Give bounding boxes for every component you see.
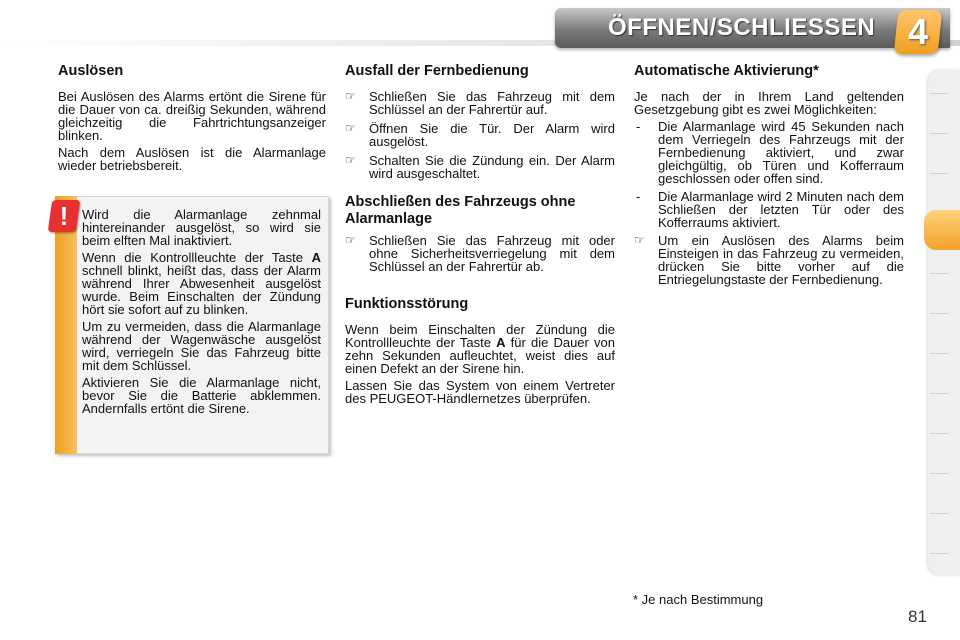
bullet-item: ☞ Öffnen Sie die Tür. Der Alarm wird ausgelöst. xyxy=(345,121,615,149)
column-2-bullets-1 xyxy=(345,90,615,186)
column-3-text xyxy=(634,90,904,292)
bullet-item: ☞ Um ein Auslösen des Alarms beim Einsteigen in das Fahrzeug zu vermeiden, drücken Sie bitte vorher auf die Entriegelungstaste der Fernbedienung. xyxy=(634,233,904,287)
chapter-number: 4 xyxy=(907,11,929,52)
section-heading-fernbedienung: Ausfall der Fernbedienung xyxy=(345,63,529,79)
column-2-bullets-2 xyxy=(345,234,615,279)
key-label: A xyxy=(496,335,506,350)
warning-text xyxy=(82,208,321,419)
footnote: * Je nach Bestimmung xyxy=(633,592,764,607)
warning-paragraph: Aktivieren Sie die Alarmanlage nicht, bevor Sie die Batterie abklemmen. Andernfalls ertönt die Sirene. xyxy=(82,375,321,416)
bullet-item: ☞ Schließen Sie das Fahrzeug mit dem Schlüssel an der Fahrertür auf. xyxy=(345,89,615,117)
key-label: A xyxy=(311,250,321,265)
pointing-hand-icon: ☞ xyxy=(345,233,356,247)
rail-tick xyxy=(930,313,948,314)
column-1-text xyxy=(58,90,326,176)
rail-tick xyxy=(930,473,948,474)
warning-accent-bar xyxy=(55,196,77,454)
section-heading-ausloesen: Auslösen xyxy=(58,63,124,79)
rail-tick xyxy=(930,173,948,174)
rail-tick xyxy=(930,353,948,354)
warning-paragraph: Wenn die Kontrollleuchte der Taste A schnell blinkt, heißt das, dass der Alarm während Ihrer Abwesenheit ausgelöst wurde. Beim Einschalten der Zündung hört sie sofort auf zu blinken. xyxy=(82,250,321,317)
paragraph: Wenn beim Einschalten der Zündung die Kontrollleuchte der Taste A für die Dauer von zehn Sekunden aufleuchtet, weist dies auf einen Defekt an der Sirene hin. xyxy=(345,322,615,376)
column-2-text xyxy=(345,323,615,409)
paragraph: Je nach der in Ihrem Land geltenden Gesetzgebung gibt es zwei Möglichkeiten: xyxy=(634,89,904,117)
bullet-item: ☞ Schalten Sie die Zündung ein. Der Alarm wird ausgeschaltet. xyxy=(345,153,615,181)
paragraph: Lassen Sie das System von einem Vertreter des PEUGEOT-Händlernetzes überprüfen. xyxy=(345,378,615,406)
paragraph: Bei Auslösen des Alarms ertönt die Sirene für die Dauer von ca. dreißig Sekunden, während gleichzeitig die Fahrtrichtungsanzeiger blinken. xyxy=(58,89,326,143)
pointing-hand-icon: ☞ xyxy=(345,89,356,103)
section-heading-automatische-aktivierung: Automatische Aktivierung* xyxy=(634,63,819,79)
pointing-hand-icon: ☞ xyxy=(345,153,356,167)
pointing-hand-icon: ☞ xyxy=(345,121,356,135)
rail-tick xyxy=(930,93,948,94)
rail-tick xyxy=(930,553,948,554)
dash-item: - Die Alarmanlage wird 45 Sekunden nach dem Verriegeln des Fahrzeugs mit der Fernbedienung aktiviert, und zwar gleichgültig, ob Türen und Kofferraum geschlossen oder offen sind. xyxy=(636,119,904,186)
warning-paragraph: Wird die Alarmanlage zehnmal hintereinander ausgelöst, so wird sie beim elften Mal inaktiviert. xyxy=(82,207,321,248)
rail-tick xyxy=(930,433,948,434)
exclamation-icon: ! xyxy=(59,201,69,231)
rail-tick xyxy=(930,133,948,134)
rail-tick xyxy=(930,273,948,274)
dash-marker: - xyxy=(636,119,641,134)
rail-tick xyxy=(930,393,948,394)
rail-tick xyxy=(930,513,948,514)
dash-item: - Die Alarmanlage wird 2 Minuten nach dem Schließen der letzten Tür oder des Kofferraums aktiviert. xyxy=(636,189,904,230)
section-heading-funktionsstoerung: Funktionsstörung xyxy=(345,296,469,312)
chapter-tab-rail xyxy=(928,70,960,575)
bullet-item: ☞ Schließen Sie das Fahrzeug mit oder ohne Sicherheitsverriegelung mit dem Schlüssel an der Fahrertür ab. xyxy=(345,233,615,274)
page-number: 81 xyxy=(908,607,927,626)
dash-marker: - xyxy=(636,189,641,204)
chapter-title: ÖFFNEN/SCHLIESSEN xyxy=(608,14,876,41)
warning-paragraph: Um zu vermeiden, dass die Alarmanlage während der Wagenwäsche ausgelöst wird, verriegeln Sie das Fahrzeug bitte mit dem Schlüssel. xyxy=(82,319,321,373)
active-chapter-tab[interactable] xyxy=(924,210,960,250)
pointing-hand-icon: ☞ xyxy=(634,233,645,247)
section-heading-abschliessen: Abschließen des Fahrzeugs ohne Alarmanlage xyxy=(345,194,576,227)
paragraph: Nach dem Auslösen ist die Alarmanlage wieder betriebsbereit. xyxy=(58,145,326,173)
